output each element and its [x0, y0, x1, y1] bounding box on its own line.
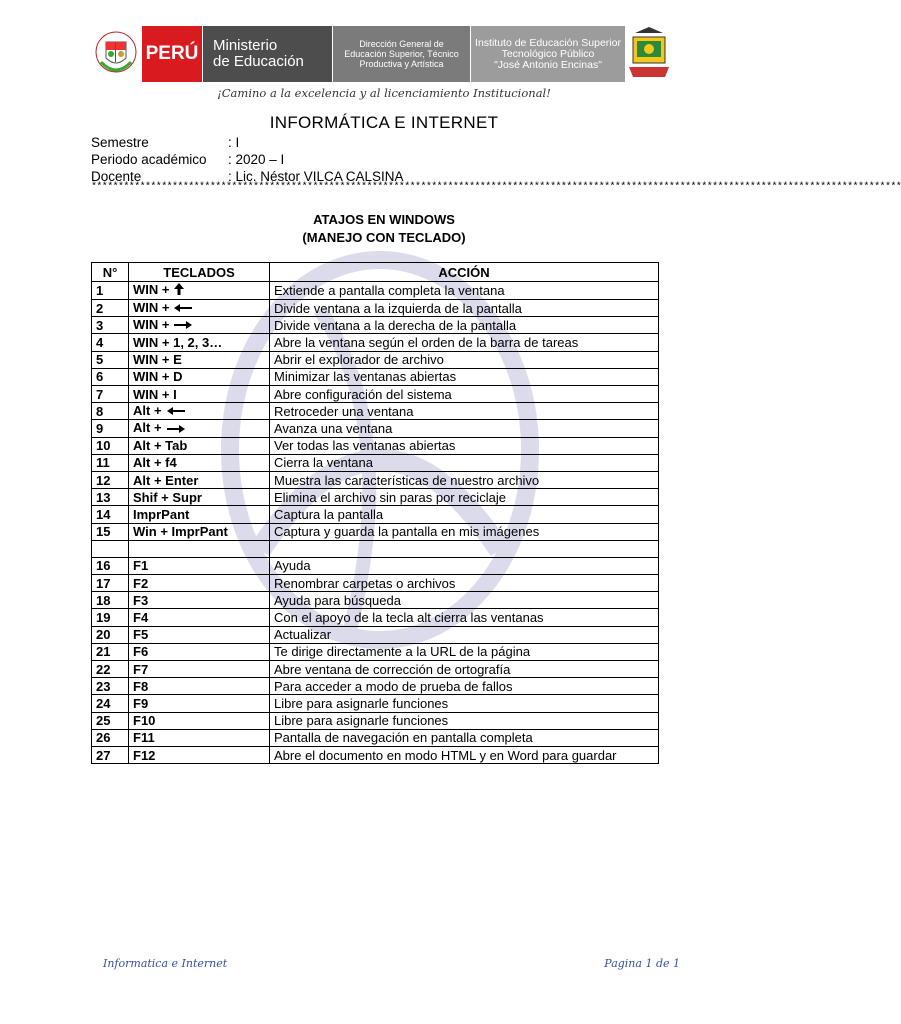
table-row	[92, 437, 659, 454]
course-info	[91, 134, 404, 185]
info-row-period	[91, 151, 404, 168]
row-action: Divide ventana a la izquierda de la pantalla	[270, 300, 659, 317]
key-combo: F3	[133, 592, 149, 608]
table-row	[92, 282, 659, 300]
key-combo: WIN +	[133, 282, 170, 297]
row-action	[270, 540, 659, 557]
arrow-left-icon	[173, 301, 193, 316]
arrow-right-icon	[173, 318, 193, 333]
key-combo: F1	[133, 558, 149, 574]
header-number: N°	[92, 263, 129, 282]
table-row	[92, 454, 659, 471]
row-keys	[129, 746, 270, 763]
row-number: 18	[92, 592, 129, 609]
row-number: 19	[92, 609, 129, 626]
table-row	[92, 643, 659, 660]
row-action: Muestra las características de nuestro archivo	[270, 471, 659, 488]
row-action: Ayuda	[270, 557, 659, 574]
info-row-semester	[91, 134, 404, 151]
key-combo: WIN + 1, 2, 3…	[133, 335, 223, 351]
row-number: 2	[92, 300, 129, 317]
info-label: Periodo académico	[91, 152, 207, 167]
key-combo: F4	[133, 610, 149, 626]
table-row	[92, 557, 659, 574]
key-combo: ImprPant	[133, 506, 190, 522]
key-combo: F5	[133, 627, 149, 643]
row-action: Minimizar las ventanas abiertas	[270, 368, 659, 385]
table-row	[92, 661, 659, 678]
key-combo: F8	[133, 678, 149, 694]
key-combo: F12	[133, 747, 156, 763]
row-keys	[129, 403, 270, 420]
row-number: 5	[92, 351, 129, 368]
row-keys	[129, 420, 270, 437]
key-combo: F11	[133, 730, 155, 746]
row-keys	[129, 282, 270, 300]
table-header-row	[92, 263, 659, 282]
info-value: : Lic. Néstor VILCA CALSINA	[228, 169, 404, 184]
row-number: 23	[92, 678, 129, 695]
table-row	[92, 523, 659, 540]
row-action: Cierra la ventana	[270, 454, 659, 471]
ministry-label	[202, 26, 332, 82]
row-keys	[129, 437, 270, 454]
key-combo: F10	[133, 713, 156, 729]
row-action: Actualizar	[270, 626, 659, 643]
row-keys	[129, 300, 270, 317]
key-combo: Alt + f4	[133, 455, 177, 471]
institute-line1: Instituto de Educación Superior	[475, 36, 621, 49]
key-combo: Alt +	[133, 420, 162, 436]
row-number: 25	[92, 712, 129, 729]
row-number: 15	[92, 523, 129, 540]
row-number: 27	[92, 746, 129, 763]
table-row	[92, 471, 659, 488]
table-row	[92, 351, 659, 368]
table-row	[92, 368, 659, 385]
peru-label: PERÚ	[142, 26, 202, 82]
row-action: Abre configuración del sistema	[270, 386, 659, 403]
row-number: 21	[92, 643, 129, 660]
row-keys	[129, 661, 270, 678]
row-keys	[129, 317, 270, 334]
row-action: Ayuda para búsqueda	[270, 592, 659, 609]
table-row	[92, 746, 659, 763]
arrow-left-icon	[166, 404, 186, 419]
key-combo: F7	[133, 661, 149, 677]
key-combo: Alt + Tab	[133, 438, 188, 454]
row-number: 10	[92, 437, 129, 454]
subtitle-line1: ATAJOS EN WINDOWS	[313, 212, 455, 227]
row-keys	[129, 592, 270, 609]
row-keys	[129, 368, 270, 385]
row-keys	[129, 729, 270, 746]
key-combo: F9	[133, 695, 149, 711]
row-action: Captura la pantalla	[270, 506, 659, 523]
row-number: 14	[92, 506, 129, 523]
row-action: Elimina el archivo sin paras por reciclaje	[270, 489, 659, 506]
row-number: 9	[92, 420, 129, 437]
row-number: 1	[92, 282, 129, 300]
row-keys	[129, 609, 270, 626]
row-number: 11	[92, 454, 129, 471]
row-number: 22	[92, 661, 129, 678]
footer-page-number: Pagina 1 de 1	[604, 957, 680, 970]
page-title: INFORMÁTICA E INTERNET	[269, 113, 499, 132]
asterisk-divider: ******************************************************************************************************************************************************	[91, 182, 901, 193]
key-combo: Win + ImprPant	[133, 524, 228, 540]
row-keys	[129, 626, 270, 643]
row-keys	[129, 351, 270, 368]
row-action: Abre ventana de corrección de ortografía	[270, 661, 659, 678]
peru-crest-icon	[90, 26, 142, 82]
table-row	[92, 609, 659, 626]
row-keys	[129, 334, 270, 351]
key-combo: WIN + D	[133, 369, 183, 385]
row-action: Abre el documento en modo HTML y en Word para guardar	[270, 746, 659, 763]
key-combo: F2	[133, 575, 149, 591]
row-action: Abre la ventana según el orden de la barra de tareas	[270, 334, 659, 351]
table-row	[92, 678, 659, 695]
header-action: ACCIÓN	[270, 263, 659, 282]
table-row	[92, 386, 659, 403]
row-number: 12	[92, 471, 129, 488]
row-number: 6	[92, 368, 129, 385]
key-combo: WIN +	[133, 300, 170, 316]
row-action: Pantalla de navegación en pantalla completa	[270, 729, 659, 746]
row-number: 16	[92, 557, 129, 574]
row-keys	[129, 678, 270, 695]
row-action: Te dirige directamente a la URL de la página	[270, 643, 659, 660]
institute-line2: Tecnológico Público	[501, 47, 595, 60]
row-action: Con el apoyo de la tecla alt cierra las ventanas	[270, 609, 659, 626]
row-action: Abrir el explorador de archivo	[270, 351, 659, 368]
key-combo: Alt +	[133, 403, 162, 419]
header-keys: TECLADOS	[129, 263, 270, 282]
key-combo: F6	[133, 644, 149, 660]
row-action: Avanza una ventana	[270, 420, 659, 437]
row-keys	[129, 489, 270, 506]
row-number: 7	[92, 386, 129, 403]
table-row	[92, 420, 659, 437]
institute-line3: "José Antonio Encinas"	[494, 58, 602, 71]
institute-logo-icon	[625, 26, 672, 82]
row-number: 24	[92, 695, 129, 712]
institutional-motto: ¡Camino a la excelencia y al licenciamiento Institucional!	[217, 86, 551, 100]
row-action: Captura y guarda la pantalla en mis imágenes	[270, 523, 659, 540]
key-combo: WIN + E	[133, 352, 182, 368]
table-row	[92, 300, 659, 317]
table-row	[92, 317, 659, 334]
key-combo: Alt + Enter	[133, 472, 199, 488]
section-subtitle	[0, 211, 768, 247]
row-number: 20	[92, 626, 129, 643]
row-number: 13	[92, 489, 129, 506]
key-combo: WIN +	[133, 317, 170, 333]
table-row	[92, 334, 659, 351]
row-action: Libre para asignarle funciones	[270, 695, 659, 712]
footer-course-name: Informatica e Internet	[103, 957, 228, 970]
row-number: 8	[92, 403, 129, 420]
row-number: 17	[92, 575, 129, 592]
table-row	[92, 695, 659, 712]
row-keys	[129, 471, 270, 488]
table-row	[92, 575, 659, 592]
row-number: 3	[92, 317, 129, 334]
row-action: Para acceder a modo de prueba de fallos	[270, 678, 659, 695]
table-row	[92, 626, 659, 643]
row-action: Divide ventana a la derecha de la pantalla	[270, 317, 659, 334]
table-row	[92, 712, 659, 729]
info-value: : I	[228, 135, 240, 150]
row-keys	[129, 523, 270, 540]
row-keys	[129, 540, 270, 557]
row-number	[92, 540, 129, 557]
key-combo: WIN + I	[133, 386, 177, 402]
row-action: Libre para asignarle funciones	[270, 712, 659, 729]
ministry-line2: de Educación	[213, 53, 304, 70]
subtitle-line2: (MANEJO CON TECLADO)	[302, 230, 466, 245]
row-keys	[129, 557, 270, 574]
row-keys	[129, 454, 270, 471]
table-row	[92, 540, 659, 557]
row-action: Extiende a pantalla completa la ventana	[270, 282, 659, 300]
key-combo: Shif + Supr	[133, 489, 202, 505]
info-label: Docente	[91, 169, 142, 184]
row-keys	[129, 712, 270, 729]
table-row	[92, 403, 659, 420]
row-keys	[129, 386, 270, 403]
arrow-right-icon	[166, 422, 186, 437]
table-row	[92, 729, 659, 746]
info-label: Semestre	[91, 135, 149, 150]
row-number: 26	[92, 729, 129, 746]
info-value: : 2020 – I	[228, 152, 285, 167]
header-banner	[90, 26, 672, 82]
row-keys	[129, 506, 270, 523]
row-keys	[129, 575, 270, 592]
row-number: 4	[92, 334, 129, 351]
row-action: Ver todas las ventanas abiertas	[270, 437, 659, 454]
table-row	[92, 489, 659, 506]
arrow-up-icon	[173, 282, 185, 299]
institute-label	[470, 26, 625, 82]
shortcuts-table	[91, 262, 659, 764]
table-row	[92, 506, 659, 523]
row-keys	[129, 643, 270, 660]
ministry-line1: Ministerio	[213, 37, 278, 54]
row-keys	[129, 695, 270, 712]
table-row	[92, 592, 659, 609]
row-action: Renombrar carpetas o archivos	[270, 575, 659, 592]
direction-label: Dirección General de Educación Superior, Técnico Productiva y Artística	[332, 26, 470, 82]
row-action: Retroceder una ventana	[270, 403, 659, 420]
